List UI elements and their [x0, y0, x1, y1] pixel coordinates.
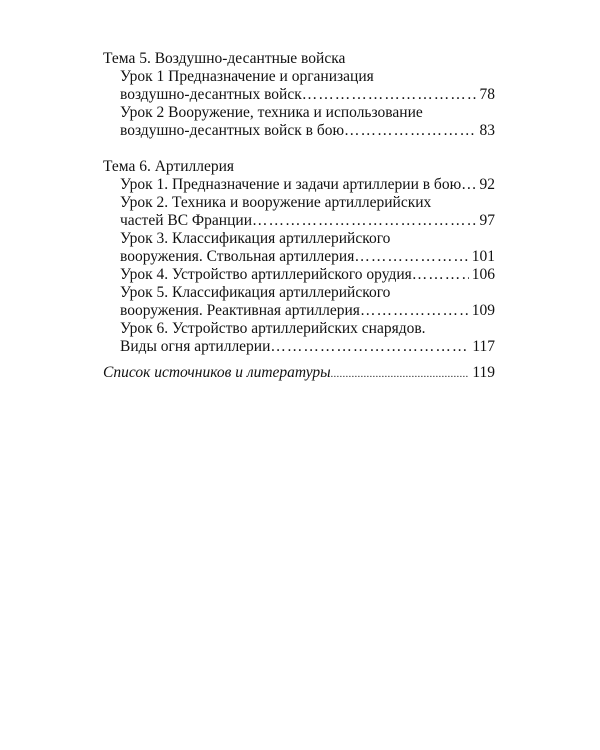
toc-leader-dots [344, 122, 476, 140]
toc-page-number: 106 [471, 266, 495, 283]
toc-entry-text: Урок 1. Предназначение и задачи артиллерии в бою [120, 176, 462, 193]
toc-entry-text: вооружения. Реактивная артиллерия [120, 302, 360, 319]
toc-leader-dots [412, 266, 469, 284]
toc-page-number: 119 [472, 364, 495, 381]
toc-entry-line: Урок 2. Техника и вооружение артиллерийских [120, 194, 432, 211]
toc-leader-dots [331, 366, 470, 384]
toc-leader-dots [270, 338, 469, 356]
toc-entry [103, 338, 495, 356]
toc-topic-title: Тема 5. Воздушно-десантные войска [103, 50, 346, 67]
toc-entry-line: Урок 1 Предназначение и организация [120, 68, 374, 85]
toc-leader-dots [302, 86, 477, 104]
toc-entry-text: Урок 4. Устройство артиллерийского орудия [120, 266, 412, 283]
toc-page-number: 83 [479, 122, 495, 139]
toc-entry-text: воздушно-десантных войск в бою [120, 122, 345, 139]
toc-entry [103, 248, 495, 266]
toc-entry-line: Урок 3. Классификация артиллерийского [120, 230, 391, 247]
toc-entry [103, 122, 495, 140]
toc-topic-title: Тема 6. Артиллерия [103, 158, 235, 175]
toc-bibliography-entry [103, 364, 495, 384]
toc-entry [103, 266, 495, 284]
toc-entry-line: Урок 2 Вооружение, техника и использование [120, 104, 423, 121]
toc-entry-text: Виды огня артиллерии [120, 338, 271, 355]
toc-leader-dots [461, 176, 476, 194]
toc-entry [103, 302, 495, 320]
toc-leader-dots [252, 212, 477, 230]
toc-leader-dots [354, 248, 468, 266]
toc-page-number: 97 [479, 212, 495, 229]
toc-topic [103, 50, 495, 140]
toc-bibliography-title: Список источников и литературы [103, 364, 331, 381]
toc-entry-text: вооружения. Ствольная артиллерия [120, 248, 355, 265]
toc-entry [103, 212, 495, 230]
toc-entry-text: частей ВС Франции [120, 212, 252, 229]
toc-entry-line: Урок 6. Устройство артиллерийских снарядов. [120, 320, 426, 337]
toc-entry [103, 86, 495, 104]
spacer [103, 140, 495, 158]
toc-page-number: 78 [479, 86, 495, 103]
toc-topic [103, 158, 495, 356]
toc-page-number: 92 [479, 176, 495, 193]
toc-page-number: 101 [471, 248, 495, 265]
table-of-contents [103, 50, 495, 384]
toc-page-number: 117 [472, 338, 495, 355]
toc-entry-text: воздушно-десантных войск [120, 86, 302, 103]
toc-entry [103, 176, 495, 194]
toc-page-number: 109 [471, 302, 495, 319]
toc-entry-line: Урок 5. Классификация артиллерийского [120, 284, 391, 301]
toc-leader-dots [360, 302, 469, 320]
